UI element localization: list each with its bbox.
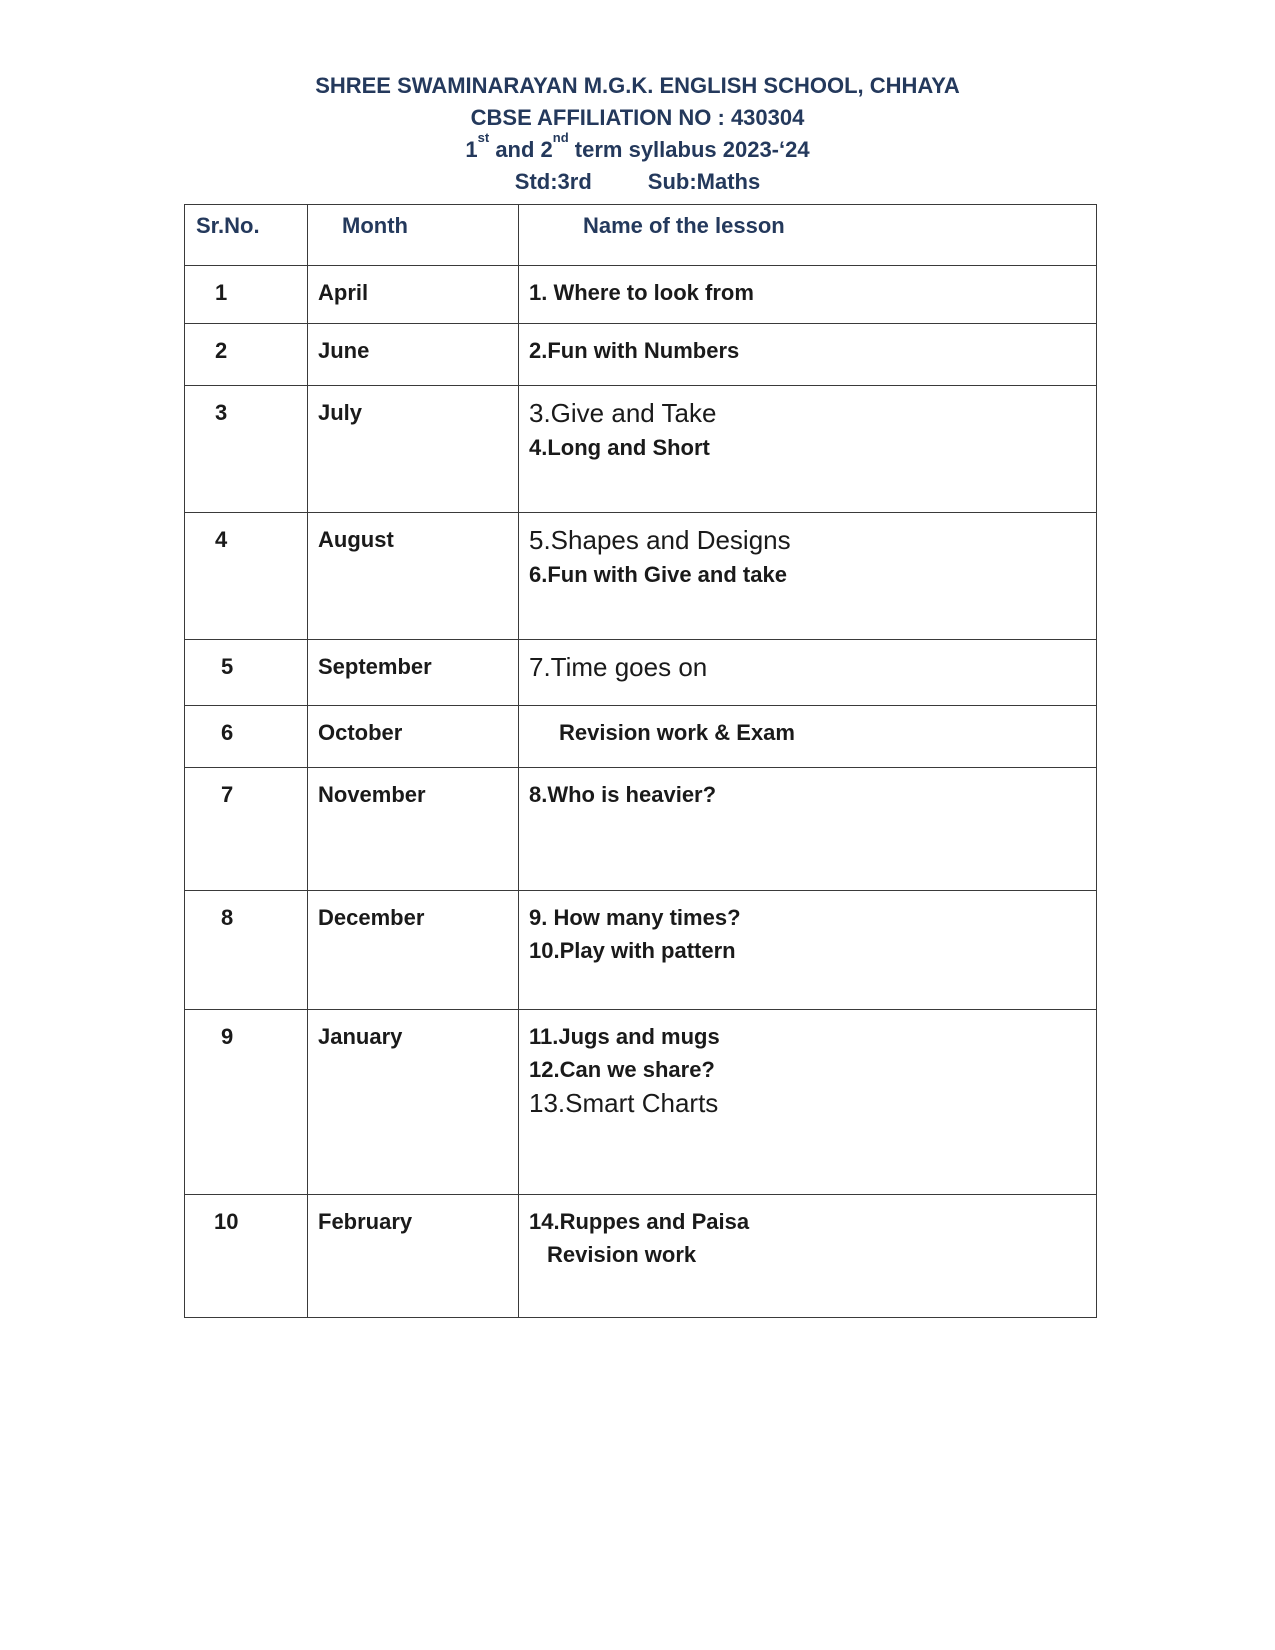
sr-cell: 5 bbox=[185, 640, 308, 706]
table-row bbox=[185, 386, 1097, 513]
lesson-item: 11.Jugs and mugs bbox=[529, 1024, 720, 1049]
lesson-cell bbox=[519, 768, 1097, 891]
header-month: Month bbox=[308, 205, 519, 266]
affiliation-number: CBSE AFFILIATION NO : 430304 bbox=[470, 105, 805, 130]
table-row bbox=[185, 266, 1097, 324]
lesson-item: 7.Time goes on bbox=[529, 652, 708, 682]
lesson-item: 8.Who is heavier? bbox=[529, 782, 717, 807]
sr-cell: 9 bbox=[185, 1010, 308, 1195]
lesson-item: 13.Smart Charts bbox=[529, 1088, 719, 1118]
lesson-cell bbox=[519, 324, 1097, 386]
lesson-cell bbox=[519, 706, 1097, 768]
month-cell: April bbox=[308, 266, 519, 324]
sr-cell: 8 bbox=[185, 891, 308, 1010]
term-title bbox=[0, 130, 1275, 166]
term-first-sup: st bbox=[477, 130, 490, 145]
month-cell: January bbox=[308, 1010, 519, 1195]
month-cell: September bbox=[308, 640, 519, 706]
school-name: SHREE SWAMINARAYAN M.G.K. ENGLISH SCHOOL, CHHAYA bbox=[315, 73, 960, 98]
term-rest: term syllabus 2023-‘24 bbox=[568, 137, 810, 162]
sr-cell: 1 bbox=[185, 266, 308, 324]
lesson-item: 3.Give and Take bbox=[529, 398, 717, 428]
term-first-num: 1 bbox=[465, 137, 478, 162]
month-cell: November bbox=[308, 768, 519, 891]
lesson-item: Revision work bbox=[547, 1242, 697, 1267]
sr-cell: 6 bbox=[185, 706, 308, 768]
month-cell: August bbox=[308, 513, 519, 640]
lesson-item: 10.Play with pattern bbox=[529, 938, 736, 963]
standard-label: Std:3rd bbox=[514, 169, 592, 194]
header-sr-no: Sr.No. bbox=[185, 205, 308, 266]
lesson-cell bbox=[519, 386, 1097, 513]
lesson-item: 5.Shapes and Designs bbox=[529, 525, 791, 555]
table-row bbox=[185, 768, 1097, 891]
lesson-cell bbox=[519, 1010, 1097, 1195]
lesson-cell bbox=[519, 1195, 1097, 1318]
sr-cell: 3 bbox=[185, 386, 308, 513]
table-row bbox=[185, 1010, 1097, 1195]
table-row bbox=[185, 1195, 1097, 1318]
term-second-sup: nd bbox=[552, 130, 569, 145]
sr-cell: 4 bbox=[185, 513, 308, 640]
lesson-item: 4.Long and Short bbox=[529, 435, 710, 460]
sr-cell: 7 bbox=[185, 768, 308, 891]
lesson-item: 9. How many times? bbox=[529, 905, 741, 930]
lesson-cell bbox=[519, 640, 1097, 706]
lesson-cell bbox=[519, 266, 1097, 324]
syllabus-table bbox=[184, 204, 1097, 1318]
subject-label: Sub:Maths bbox=[647, 169, 761, 194]
lesson-item: Revision work & Exam bbox=[559, 720, 795, 745]
month-cell: February bbox=[308, 1195, 519, 1318]
lesson-cell bbox=[519, 513, 1097, 640]
sr-cell: 2 bbox=[185, 324, 308, 386]
sr-cell: 10 bbox=[185, 1195, 308, 1318]
table-row bbox=[185, 324, 1097, 386]
lesson-item: 1. Where to look from bbox=[529, 280, 754, 305]
month-cell: June bbox=[308, 324, 519, 386]
table-header-row bbox=[185, 205, 1097, 266]
lesson-item: 12.Can we share? bbox=[529, 1057, 715, 1082]
class-subject-line bbox=[0, 166, 1275, 198]
lesson-item: 6.Fun with Give and take bbox=[529, 562, 787, 587]
table-row bbox=[185, 640, 1097, 706]
month-cell: October bbox=[308, 706, 519, 768]
table-row bbox=[185, 513, 1097, 640]
table-row bbox=[185, 706, 1097, 768]
month-cell: December bbox=[308, 891, 519, 1010]
header-lesson: Name of the lesson bbox=[519, 205, 1097, 266]
lesson-item: 14.Ruppes and Paisa bbox=[529, 1209, 750, 1234]
lesson-item: 2.Fun with Numbers bbox=[529, 338, 740, 363]
lesson-cell bbox=[519, 891, 1097, 1010]
table-row bbox=[185, 891, 1097, 1010]
document-header bbox=[0, 70, 1275, 198]
term-and: and 2 bbox=[489, 137, 553, 162]
month-cell: July bbox=[308, 386, 519, 513]
